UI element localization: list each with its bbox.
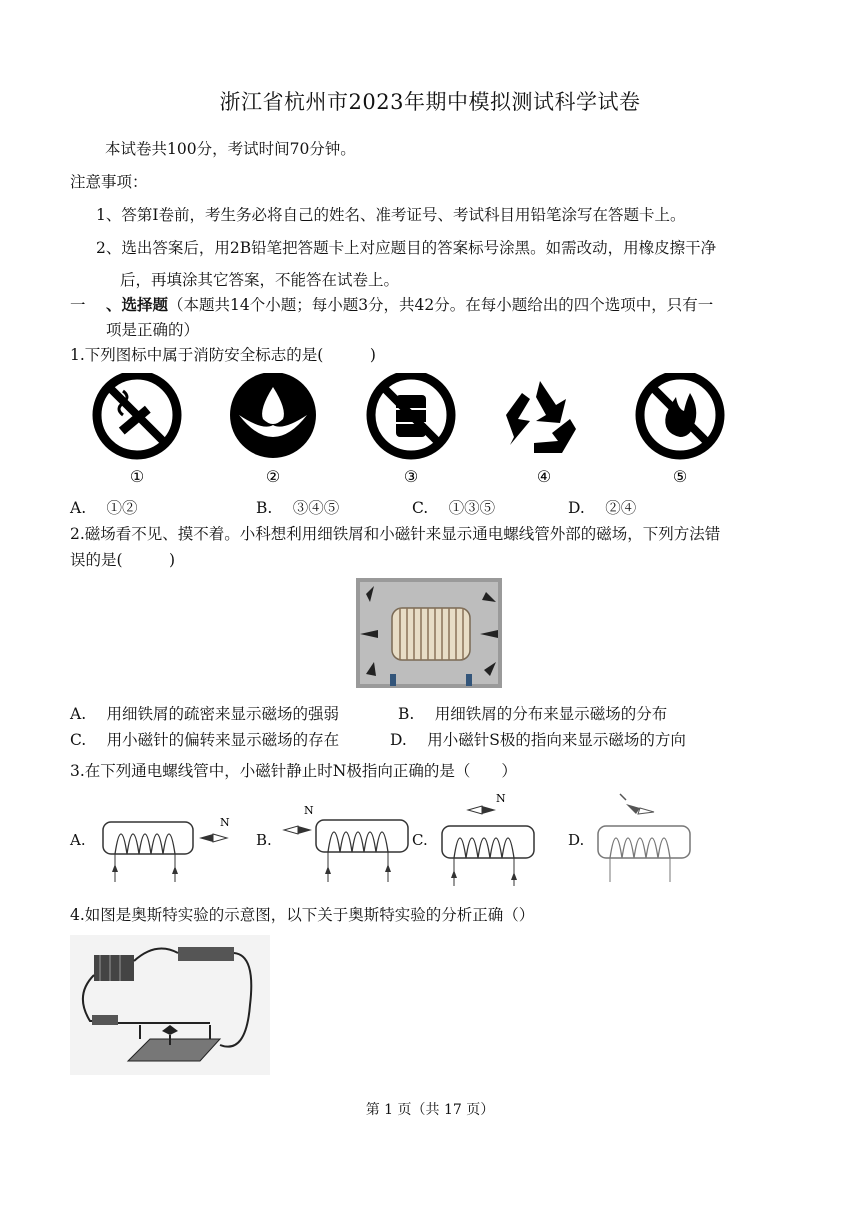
q1-stem: 1.下列图标中属于消防安全标志的是( ) <box>70 346 376 364</box>
q2-options-row1 <box>70 702 790 724</box>
water-drop-icon <box>230 373 316 458</box>
q1-option-a[interactable]: A. ①② <box>70 499 138 517</box>
q2-options-row2 <box>70 728 790 750</box>
q2-stem-cont: 误的是( ) <box>70 551 176 569</box>
intro-text: 本试卷共100分，考试时间70分钟。 <box>105 140 356 158</box>
section-desc: （本题共14个小题；每小题3分，共42分。在每小题给出的四个选项中，只有一 <box>167 296 714 314</box>
q2-option-a[interactable]: A. 用细铁屑的疏密来显示磁场的强弱 <box>70 705 340 723</box>
q3-solenoid-b <box>278 800 418 890</box>
icon-label-3: ③ <box>403 467 419 486</box>
q3-n-label-b: N <box>304 804 314 817</box>
q3-n-label-a: N <box>220 816 230 829</box>
notice-item-2-cont: 后，再填涂其它答案，不能答在试卷上。 <box>120 271 400 289</box>
q3-solenoid-a <box>95 800 245 890</box>
icon-label-4: ④ <box>536 467 552 486</box>
q1-option-b[interactable]: B. ③④⑤ <box>256 499 340 517</box>
section-title: 、选择题 <box>105 295 168 314</box>
section-number: 一 <box>70 296 86 314</box>
q3-n-label-c: N <box>496 792 506 805</box>
q3-label-b[interactable]: B. <box>256 831 272 849</box>
q3-solenoid-d <box>592 790 702 890</box>
q1-option-d[interactable]: D. ②④ <box>568 499 637 517</box>
no-smoking-icon <box>97 375 177 455</box>
q1-option-c[interactable]: C. ①③⑤ <box>412 499 496 517</box>
q1-options <box>70 496 790 518</box>
q3-label-d[interactable]: D. <box>568 831 585 849</box>
q4-oersted-diagram <box>70 935 270 1075</box>
q2-option-d[interactable]: D. 用小磁针S极的指向来显示磁场的方向 <box>390 731 686 749</box>
q2-option-c[interactable]: C. 用小磁针的偏转来显示磁场的存在 <box>70 731 340 749</box>
q3-label-c[interactable]: C. <box>412 831 428 849</box>
q2-solenoid-photo <box>356 578 502 688</box>
icon-label-2: ② <box>265 467 281 486</box>
section-desc-cont: 项是正确的） <box>106 321 200 339</box>
q3-stem: 3.在下列通电螺线管中，小磁针静止时N极指向正确的是（ ） <box>70 762 517 780</box>
no-fire-icon <box>640 375 720 455</box>
q3-solenoid-c <box>436 790 546 890</box>
q3-label-a[interactable]: A. <box>70 831 86 849</box>
q2-option-b[interactable]: B. 用细铁屑的分布来显示磁场的分布 <box>398 705 668 723</box>
notice-item-1: 1、答第Ⅰ卷前，考生务必将自己的姓名、准考证号、考试科目用铅笔涂写在答题卡上。 <box>96 206 686 224</box>
section-heading <box>70 293 713 315</box>
page-title: 浙江省杭州市2023年期中模拟测试科学试卷 <box>219 90 641 114</box>
q2-stem: 2.磁场看不见、摸不着。小科想利用细铁屑和小磁针来显示通电螺线管外部的磁场，下列方法错 <box>70 525 721 543</box>
page-footer: 第 1 页（共 17 页） <box>365 1102 495 1118</box>
q4-stem: 4.如图是奥斯特实验的示意图，以下关于奥斯特实验的分析正确（） <box>70 906 535 924</box>
recycle-icon <box>506 381 576 453</box>
icon-label-5: ⑤ <box>672 467 688 486</box>
notice-heading: 注意事项： <box>70 173 148 191</box>
no-oil-barrel-icon <box>371 375 451 455</box>
icon-label-1: ① <box>129 467 145 486</box>
notice-item-2: 2、选出答案后，用2B铅笔把答题卡上对应题目的答案标号涂黑。如需改动，用橡皮擦干净 <box>96 239 717 257</box>
q1-icons <box>85 373 745 488</box>
